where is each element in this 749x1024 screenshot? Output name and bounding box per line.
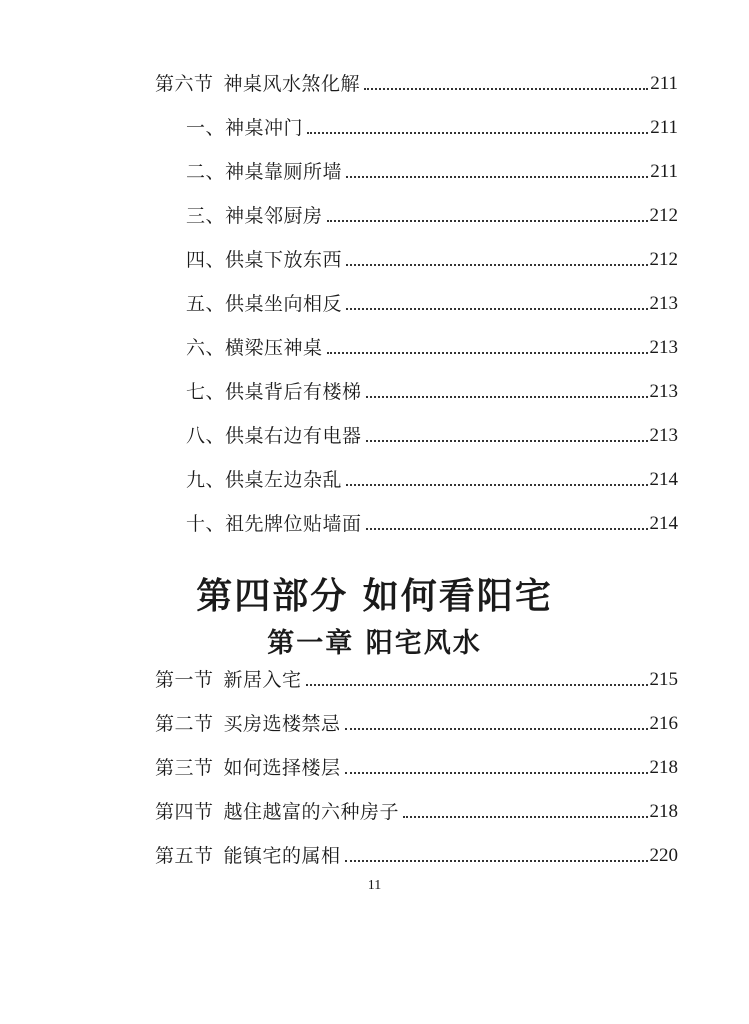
page-ref: 214	[649, 513, 678, 534]
dot-leader	[403, 816, 647, 818]
dot-leader	[345, 728, 648, 730]
dot-leader	[364, 88, 648, 90]
page-ref: 213	[649, 381, 678, 402]
toc-item-row	[186, 512, 678, 536]
section-title: 新居入宅	[223, 669, 302, 691]
section-title: 如何选择楼层	[223, 757, 341, 779]
page-number: 11	[367, 878, 382, 893]
item-label: 八、供桌右边有电器	[186, 425, 362, 447]
toc-entry-label	[155, 72, 360, 96]
page-ref: 213	[649, 337, 678, 358]
dot-leader	[346, 176, 648, 178]
section-number: 第六节	[155, 73, 214, 95]
dot-leader	[346, 308, 647, 310]
page-ref: 218	[649, 757, 678, 778]
chapter-title: 第一章 阳宅风水	[267, 628, 482, 659]
dot-leader	[366, 396, 648, 398]
dot-leader	[346, 264, 647, 266]
toc-section-row	[155, 844, 678, 868]
page-ref: 211	[650, 73, 678, 94]
page-ref: 212	[649, 249, 678, 270]
item-label: 二、神桌靠厕所墙	[186, 161, 343, 183]
item-label: 十、祖先牌位贴墙面	[186, 513, 362, 535]
item-label: 六、横梁压神桌	[186, 337, 323, 359]
dot-leader	[346, 484, 647, 486]
toc-entry-label	[155, 844, 341, 868]
section-title: 能镇宅的属相	[223, 845, 341, 867]
toc-item-row	[186, 424, 678, 448]
item-label: 四、供桌下放东西	[186, 249, 343, 271]
toc-entry-label	[155, 712, 341, 736]
section-number: 第一节	[155, 669, 214, 691]
dot-leader	[307, 132, 648, 134]
toc-item-row	[186, 468, 678, 492]
toc-entry-label	[155, 800, 399, 824]
page-ref: 211	[650, 117, 678, 138]
toc-item-row	[186, 336, 678, 360]
dot-leader	[366, 440, 648, 442]
toc-section-row	[155, 756, 678, 780]
page-ref: 211	[650, 161, 678, 182]
section-number: 第二节	[155, 713, 214, 735]
dot-leader	[327, 220, 648, 222]
dot-leader	[306, 684, 648, 686]
dot-leader	[366, 528, 648, 530]
page-ref: 214	[649, 469, 678, 490]
section-title: 神桌风水煞化解	[223, 73, 361, 95]
section-title: 越住越富的六种房子	[223, 801, 400, 823]
toc-item-row	[186, 160, 678, 184]
page-ref: 218	[649, 801, 678, 822]
toc-section-row	[155, 668, 678, 692]
toc-section-row	[155, 712, 678, 736]
item-label: 三、神桌邻厨房	[186, 205, 323, 227]
item-label: 五、供桌坐向相反	[186, 293, 343, 315]
page-ref: 216	[649, 713, 678, 734]
page-ref: 215	[649, 669, 678, 690]
part-title: 第四部分 如何看阳宅	[196, 575, 553, 617]
toc-item-row	[186, 116, 678, 140]
dot-leader	[345, 772, 648, 774]
toc-item-row	[186, 204, 678, 228]
item-label: 九、供桌左边杂乱	[186, 469, 343, 491]
section-number: 第五节	[155, 845, 214, 867]
section-number: 第三节	[155, 757, 214, 779]
dot-leader	[345, 860, 648, 862]
page-ref: 213	[649, 425, 678, 446]
toc-section-row	[155, 800, 678, 824]
item-label: 一、神桌冲门	[186, 117, 304, 139]
page-ref: 213	[649, 293, 678, 314]
page-ref: 220	[649, 845, 678, 866]
dot-leader	[327, 352, 648, 354]
section-number: 第四节	[155, 801, 214, 823]
toc-section-row	[155, 72, 678, 96]
page-ref: 212	[649, 205, 678, 226]
item-label: 七、供桌背后有楼梯	[186, 381, 362, 403]
section-title: 买房选楼禁忌	[223, 713, 341, 735]
toc-item-row	[186, 248, 678, 272]
toc-entry-label	[155, 756, 341, 780]
toc-item-row	[186, 292, 678, 316]
toc-entry-label	[155, 668, 302, 692]
toc-item-row	[186, 380, 678, 404]
